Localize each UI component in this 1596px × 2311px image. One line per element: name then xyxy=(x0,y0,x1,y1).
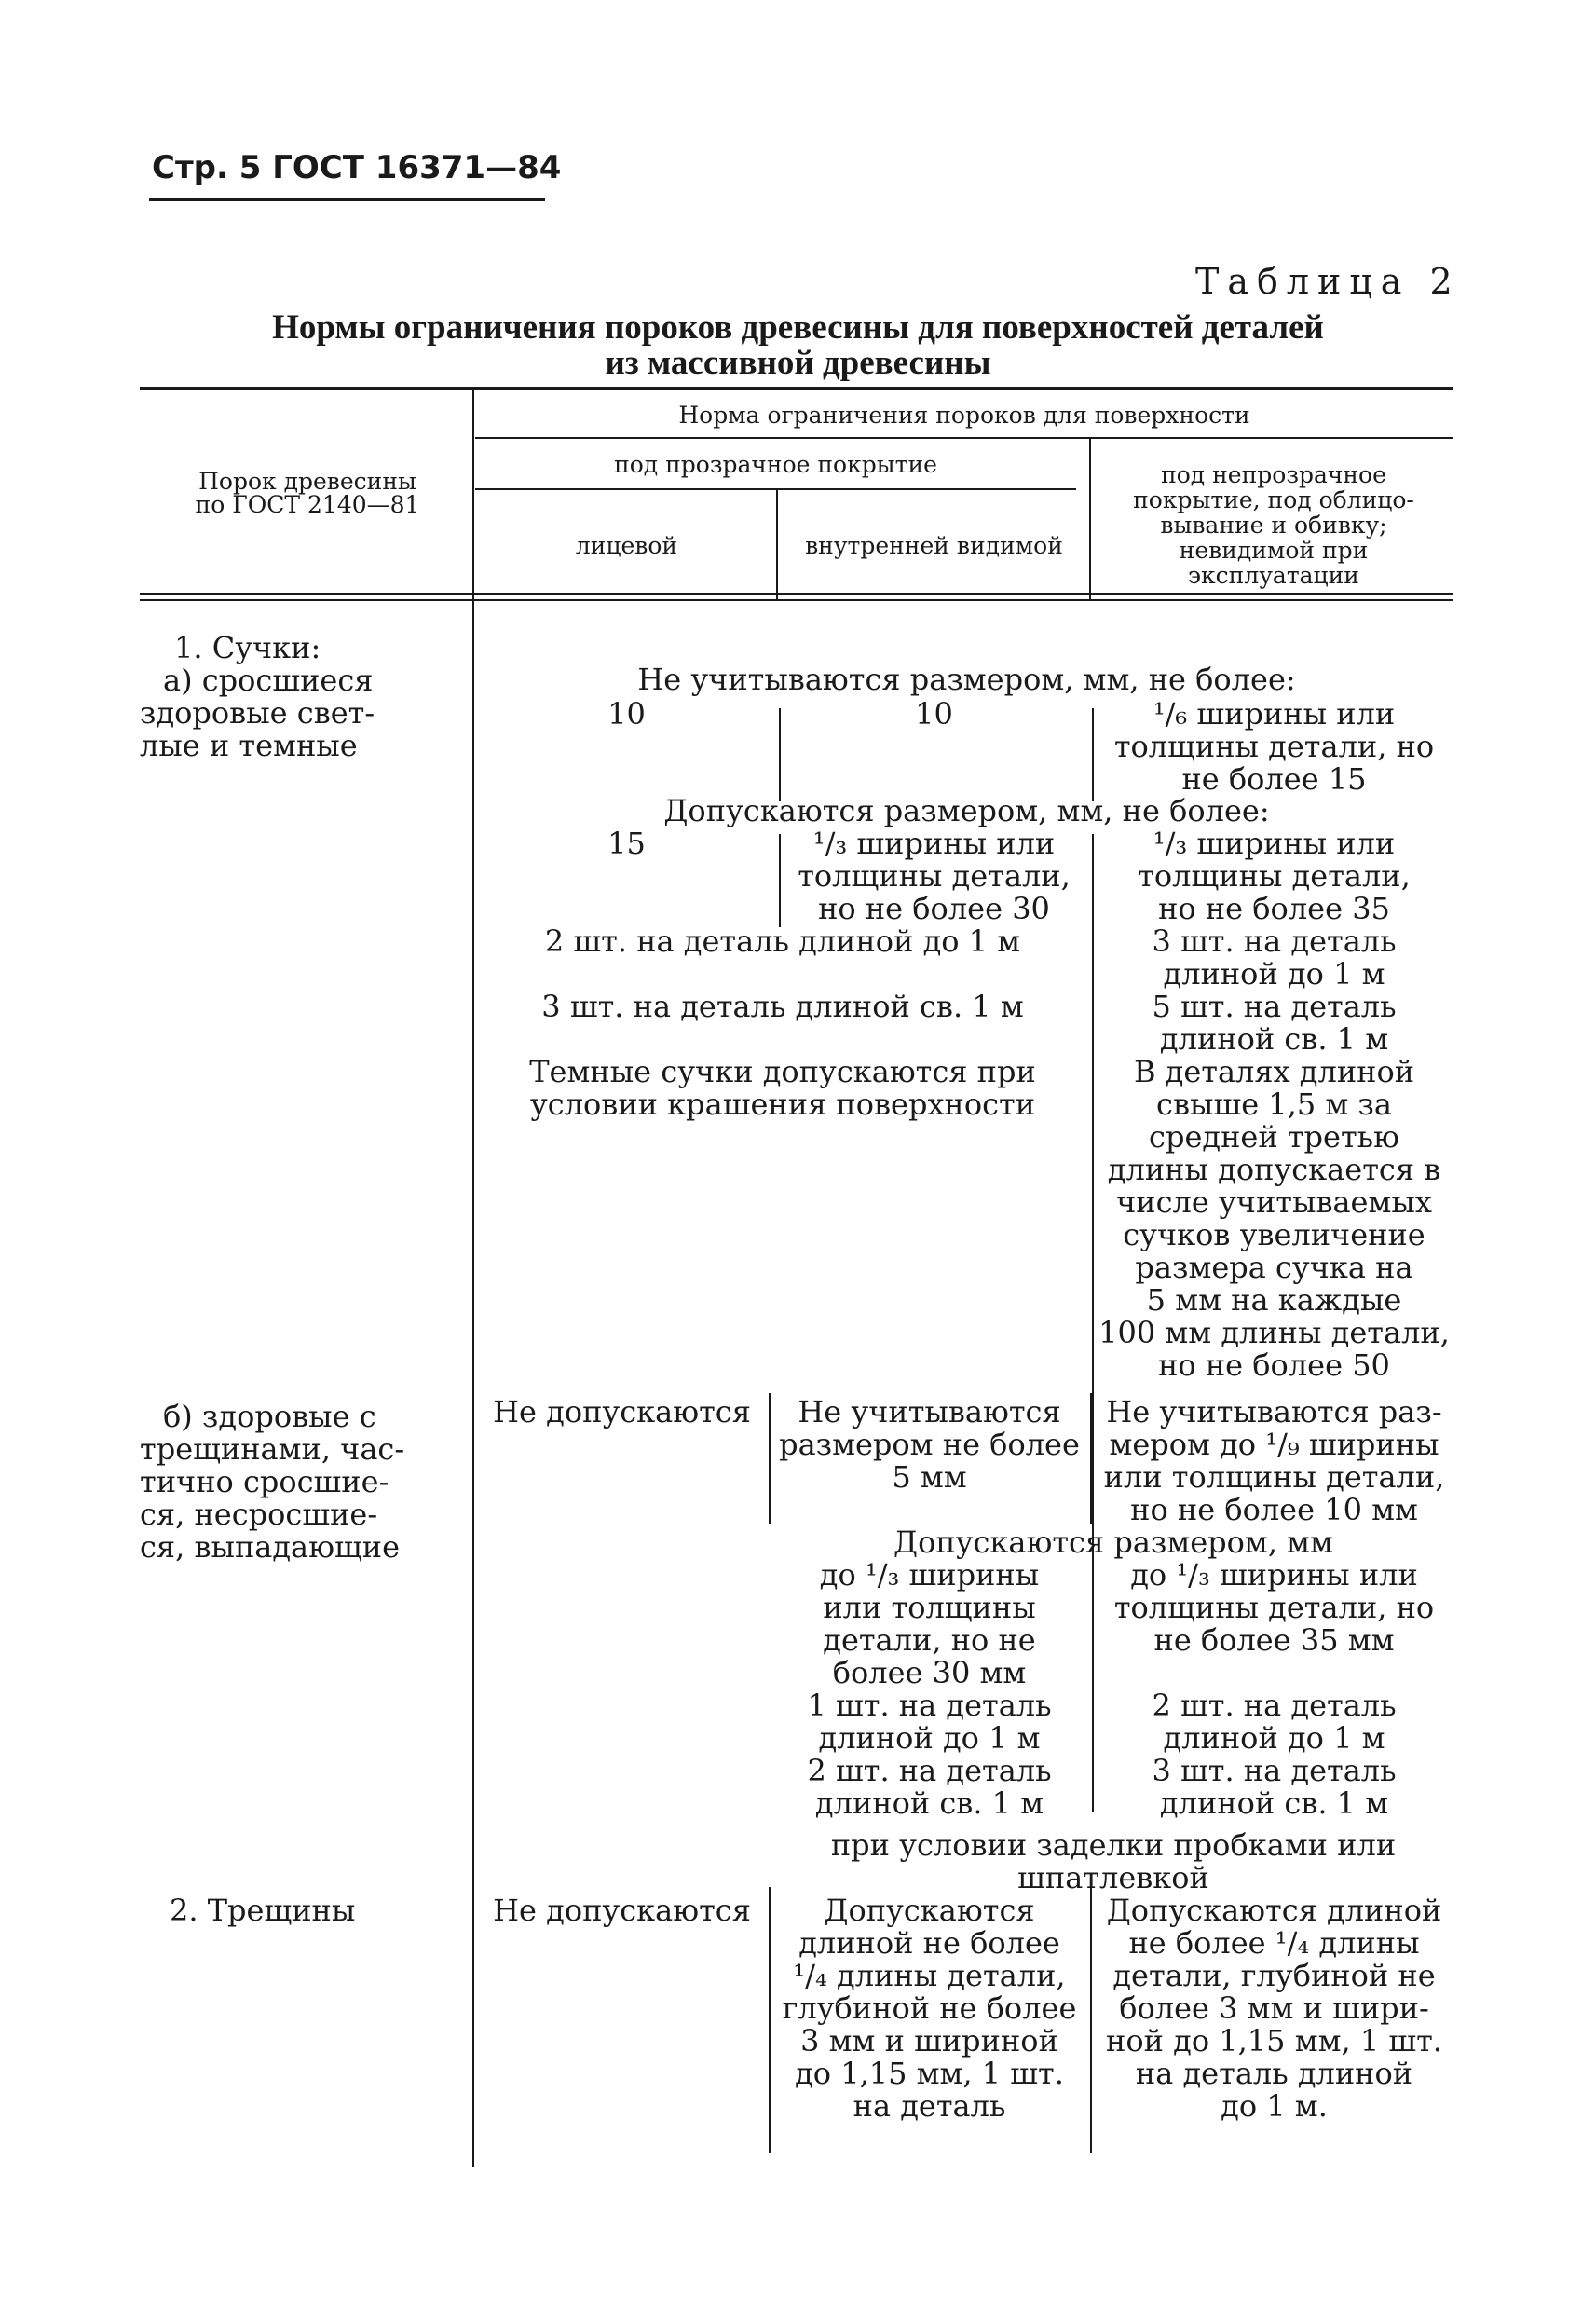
knots-b-al-inner-4: более 30 мм xyxy=(832,1655,1027,1690)
col-header-opaque-5: эксплуатации xyxy=(1188,562,1359,589)
cracks-inner-2: длиной не более xyxy=(798,1925,1060,1961)
col-header-transparent: под прозрачное покрытие xyxy=(614,451,937,478)
norm-group-rule xyxy=(475,437,1453,439)
knots-b-face: Не допускаются xyxy=(493,1394,751,1429)
knots-nc-opaque-3: не более 15 xyxy=(1181,761,1367,797)
cracks-inner-5: 3 мм и шириной xyxy=(800,2023,1058,2058)
cracks-inner-4: глубиной не более xyxy=(782,1990,1077,2026)
header-divider-defect xyxy=(472,390,474,599)
knots-b-inner-1: Не учитываются xyxy=(798,1394,1061,1429)
table-caption-line-2: из массивной древесины xyxy=(605,344,991,382)
knots-dark-note-2: условии крашения поверхности xyxy=(529,1087,1036,1122)
knots-long-note-9: 100 мм длины детали, xyxy=(1098,1315,1450,1350)
col-header-opaque-4: невидимой при xyxy=(1179,537,1369,564)
row-knots-title: 1. Сучки: xyxy=(174,630,321,665)
col-header-opaque-2: покрытие, под облицо- xyxy=(1133,486,1414,513)
knots-count-right-2b: длиной св. 1 м xyxy=(1159,1021,1389,1057)
knots-b-al-inner-3: детали, но не xyxy=(823,1622,1036,1658)
knots-b-allowed-heading: Допускаются размером, мм xyxy=(893,1525,1333,1560)
row-knots-b-label-3: тично сросшие- xyxy=(140,1464,389,1499)
table-label: Таблица 2 xyxy=(1195,261,1461,302)
knots-al-inner-1: ¹/₃ ширины или xyxy=(812,826,1056,861)
body-divider-b-inner xyxy=(769,1393,771,1524)
body-divider-nc-inner xyxy=(779,708,781,801)
knots-b-opaque-4: но не более 10 мм xyxy=(1130,1492,1418,1527)
knots-b-al-inner-2: или толщины xyxy=(823,1590,1036,1625)
knots-nc-face: 10 xyxy=(607,696,646,732)
knots-long-note-5: числе учитываемых xyxy=(1116,1184,1432,1220)
cracks-inner-3: ¹/₄ длины детали, xyxy=(793,1958,1066,1993)
knots-not-counted-heading: Не учитываются размером, мм, не более: xyxy=(637,662,1296,697)
table-caption-line-1: Нормы ограничения пороков древесины для поверхностей деталей xyxy=(272,308,1324,347)
body-divider-b-opaque xyxy=(1090,1393,1092,1524)
page-reference: Стр. 5 ГОСТ 16371—84 xyxy=(152,149,562,186)
knots-b-cnt-opaque-1: 2 шт. на деталь xyxy=(1152,1688,1397,1723)
knots-b-al-opaque-3: не более 35 мм xyxy=(1153,1622,1395,1658)
knots-long-note-8: 5 мм на каждые xyxy=(1146,1282,1402,1318)
body-divider-cracks-opaque xyxy=(1090,1887,1092,2153)
knots-al-opaque-3: но не более 35 xyxy=(1158,891,1390,926)
knots-long-note-6: сучков увеличение xyxy=(1123,1217,1425,1252)
cracks-inner-7: на деталь xyxy=(853,2088,1006,2124)
knots-b-cnt-opaque-2: длиной до 1 м xyxy=(1163,1720,1385,1756)
knots-long-note-10: но не более 50 xyxy=(1158,1347,1390,1383)
knots-count-right-1a: 3 шт. на деталь xyxy=(1152,923,1397,959)
knots-b-opaque-2: мером до ¹/₉ ширины xyxy=(1109,1427,1439,1462)
table-top-rule xyxy=(140,387,1453,390)
col-header-opaque-3: вывание и обивку; xyxy=(1160,512,1387,539)
body-divider-defect xyxy=(472,601,474,2167)
knots-al-face: 15 xyxy=(607,826,646,861)
knots-b-cnt-inner-2: длиной до 1 м xyxy=(818,1720,1041,1756)
body-divider-al-inner xyxy=(779,834,781,927)
header-bottom-rule-2 xyxy=(140,599,1453,601)
knots-al-opaque-2: толщины детали, xyxy=(1138,858,1411,894)
knots-count-left-2: 3 шт. на деталь длиной св. 1 м xyxy=(541,989,1024,1024)
cracks-opaque-5: ной до 1,15 мм, 1 шт. xyxy=(1106,2023,1442,2058)
knots-al-inner-2: толщины детали, xyxy=(798,858,1071,894)
col-header-face: лицевой xyxy=(575,532,678,559)
cracks-opaque-7: до 1 м. xyxy=(1221,2088,1328,2124)
knots-b-opaque-1: Не учитываются раз- xyxy=(1106,1394,1442,1429)
header-bottom-rule-1 xyxy=(140,593,1453,595)
knots-b-cnt-opaque-4: длиной св. 1 м xyxy=(1159,1785,1389,1821)
knots-al-inner-3: но не более 30 xyxy=(818,891,1050,926)
cracks-opaque-1: Допускаются длиной xyxy=(1106,1893,1442,1928)
knots-b-cnt-opaque-3: 3 шт. на деталь xyxy=(1152,1753,1397,1788)
knots-long-note-7: размера сучка на xyxy=(1135,1250,1413,1285)
knots-b-al-inner-1: до ¹/₃ ширины xyxy=(819,1557,1040,1593)
col-header-defect-2: по ГОСТ 2140—81 xyxy=(195,491,420,518)
row-knots-a-label-1: а) сросшиеся xyxy=(163,663,374,698)
header-divider-opaque xyxy=(1089,439,1091,599)
header-underline xyxy=(149,198,545,201)
knots-count-right-1b: длиной до 1 м xyxy=(1163,956,1385,991)
knots-al-opaque-1: ¹/₃ ширины или xyxy=(1153,826,1396,861)
knots-long-note-1: В деталях длиной xyxy=(1133,1054,1415,1089)
cracks-inner-6: до 1,15 мм, 1 шт. xyxy=(795,2056,1064,2091)
header-divider-face-inner xyxy=(776,490,778,599)
row-knots-a-label-3: лые и темные xyxy=(140,728,358,763)
row-knots-b-label-5: ся, выпадающие xyxy=(140,1529,400,1565)
knots-b-al-opaque-1: до ¹/₃ ширины или xyxy=(1130,1557,1418,1593)
knots-long-note-4: длины допускается в xyxy=(1107,1152,1441,1187)
knots-b-cnt-inner-3: 2 шт. на деталь xyxy=(807,1753,1052,1788)
knots-nc-opaque-1: ¹/₆ ширины или xyxy=(1153,696,1396,732)
cracks-inner-1: Допускаются xyxy=(824,1893,1035,1928)
cracks-face: Не допускаются xyxy=(493,1893,751,1928)
col-header-defect-1: Порок древесины xyxy=(198,468,416,495)
col-header-opaque-1: под непрозрачное xyxy=(1161,461,1386,488)
knots-count-right-2a: 5 шт. на деталь xyxy=(1152,989,1397,1024)
knots-dark-note-1: Темные сучки допускаются при xyxy=(529,1054,1036,1089)
knots-long-note-2: свыше 1,5 м за xyxy=(1156,1087,1392,1122)
row-knots-b-label-1: б) здоровые с xyxy=(163,1399,376,1434)
row-knots-a-label-2: здоровые свет- xyxy=(140,695,375,731)
row-knots-b-label-2: трещинами, час- xyxy=(140,1431,405,1467)
knots-b-cnt-inner-1: 1 шт. на деталь xyxy=(807,1688,1052,1723)
cracks-opaque-3: детали, глубиной не xyxy=(1112,1958,1436,1993)
body-divider-cracks-inner xyxy=(769,1887,771,2153)
row-cracks-title: 2. Трещины xyxy=(170,1893,356,1928)
knots-nc-opaque-2: толщины детали, но xyxy=(1113,729,1435,764)
knots-b-condition-1: при условии заделки пробками или xyxy=(830,1827,1397,1863)
knots-b-inner-3: 5 мм xyxy=(892,1459,967,1495)
knots-nc-inner: 10 xyxy=(915,696,953,732)
cracks-opaque-6: на деталь длиной xyxy=(1135,2056,1413,2091)
cracks-opaque-4: более 3 мм и шири- xyxy=(1119,1990,1429,2026)
knots-b-opaque-3: или толщины детали, xyxy=(1103,1459,1445,1495)
knots-b-cnt-inner-4: длиной св. 1 м xyxy=(814,1785,1044,1821)
col-header-norm-group: Норма ограничения пороков для поверхности xyxy=(678,402,1250,429)
body-divider-b-allowed xyxy=(1092,1556,1094,1812)
knots-allowed-heading: Допускаются размером, мм, не более: xyxy=(663,793,1270,828)
knots-count-left-1: 2 шт. на деталь длиной до 1 м xyxy=(544,923,1021,959)
knots-b-condition-2: шпатлевкой xyxy=(1017,1860,1209,1895)
col-header-inner: внутренней видимой xyxy=(805,532,1063,559)
cracks-opaque-2: не более ¹/₄ длины xyxy=(1128,1925,1420,1961)
knots-b-inner-2: размером не более xyxy=(779,1427,1080,1462)
body-divider-nc-opaque xyxy=(1092,708,1094,801)
knots-long-note-3: средней третью xyxy=(1149,1119,1399,1155)
knots-b-al-opaque-2: толщины детали, но xyxy=(1113,1590,1435,1625)
row-knots-b-label-4: ся, несросшие- xyxy=(140,1497,378,1532)
